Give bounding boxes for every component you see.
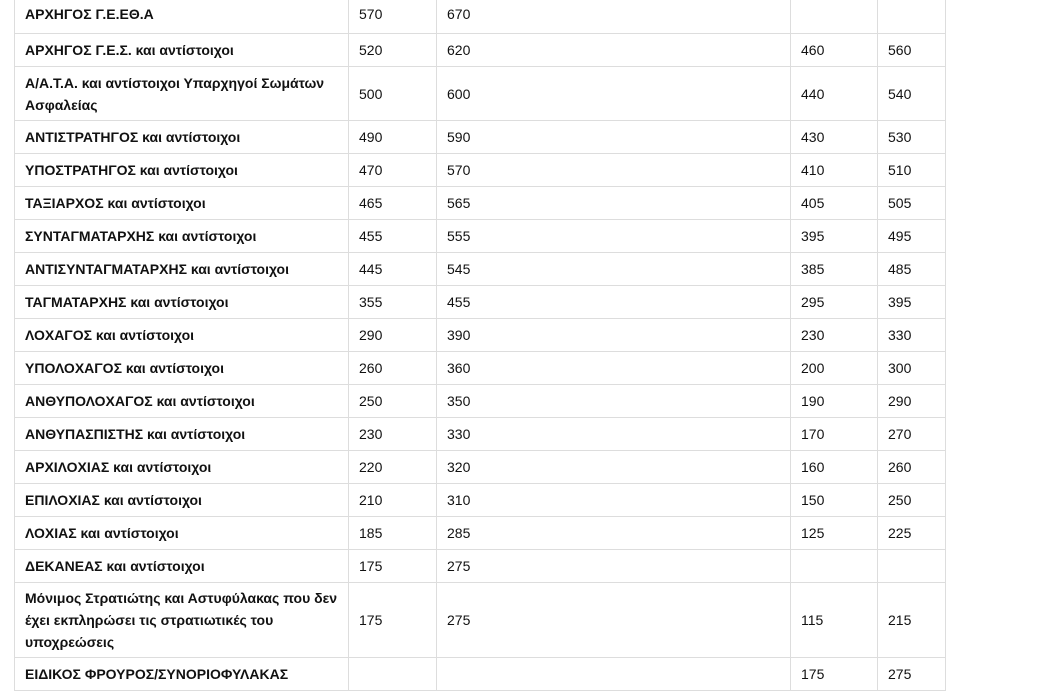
value-cell: 295 (791, 286, 878, 319)
value-cell (878, 0, 946, 34)
table-row (15, 418, 946, 451)
rank-cell: ΑΡΧΙΛΟΧΙΑΣ και αντίστοιχοι (15, 451, 349, 484)
table-row (15, 319, 946, 352)
value-cell: 455 (437, 286, 791, 319)
rank-cell: ΑΝΘΥΠΟΛΟΧΑΓΟΣ και αντίστοιχοι (15, 385, 349, 418)
value-cell: 355 (349, 286, 437, 319)
value-cell: 300 (878, 352, 946, 385)
value-cell: 490 (349, 121, 437, 154)
rank-cell: ΥΠΟΛΟΧΑΓΟΣ και αντίστοιχοι (15, 352, 349, 385)
value-cell: 250 (878, 484, 946, 517)
value-cell: 170 (791, 418, 878, 451)
value-cell: 560 (878, 34, 946, 67)
value-cell (437, 658, 791, 691)
value-cell: 565 (437, 187, 791, 220)
value-cell: 470 (349, 154, 437, 187)
rank-cell: ΤΑΞΙΑΡΧΟΣ και αντίστοιχοι (15, 187, 349, 220)
value-cell: 360 (437, 352, 791, 385)
table-row (15, 121, 946, 154)
rank-cell: ΑΝΤΙΣΤΡΑΤΗΓΟΣ και αντίστοιχοι (15, 121, 349, 154)
value-cell: 440 (791, 67, 878, 121)
value-cell: 160 (791, 451, 878, 484)
table-row (15, 220, 946, 253)
table-row (15, 658, 946, 691)
value-cell: 275 (437, 583, 791, 658)
value-cell: 175 (349, 583, 437, 658)
value-cell: 430 (791, 121, 878, 154)
value-cell: 290 (349, 319, 437, 352)
rank-cell: ΑΡΧΗΓΟΣ Γ.Ε.Σ. και αντίστοιχοι (15, 34, 349, 67)
value-cell: 175 (791, 658, 878, 691)
value-cell: 510 (878, 154, 946, 187)
value-cell: 465 (349, 187, 437, 220)
value-cell: 385 (791, 253, 878, 286)
value-cell: 570 (349, 0, 437, 34)
value-cell: 260 (878, 451, 946, 484)
rank-cell: ΥΠΟΣΤΡΑΤΗΓΟΣ και αντίστοιχοι (15, 154, 349, 187)
rank-cell: Μόνιμος Στρατιώτης και Αστυφύλακας που δεν έχει εκπληρώσει τις στρατιωτικές του υποχρεώσεις (15, 583, 349, 658)
rank-cell: ΕΠΙΛΟΧΙΑΣ και αντίστοιχοι (15, 484, 349, 517)
table-row (15, 550, 946, 583)
value-cell: 125 (791, 517, 878, 550)
value-cell: 320 (437, 451, 791, 484)
value-cell: 600 (437, 67, 791, 121)
value-cell: 175 (349, 550, 437, 583)
rank-cell: ΑΡΧΗΓΟΣ Γ.Ε.ΕΘ.Α (15, 0, 349, 34)
value-cell: 485 (878, 253, 946, 286)
value-cell: 460 (791, 34, 878, 67)
value-cell: 275 (878, 658, 946, 691)
value-cell (791, 0, 878, 34)
value-cell: 395 (791, 220, 878, 253)
rank-cell: ΤΑΓΜΑΤΑΡΧΗΣ και αντίστοιχοι (15, 286, 349, 319)
pay-table-container (14, 0, 945, 691)
value-cell: 225 (878, 517, 946, 550)
value-cell: 670 (437, 0, 791, 34)
value-cell: 350 (437, 385, 791, 418)
value-cell: 500 (349, 67, 437, 121)
value-cell: 570 (437, 154, 791, 187)
value-cell: 620 (437, 34, 791, 67)
pay-table (14, 0, 946, 691)
table-row (15, 484, 946, 517)
value-cell: 275 (437, 550, 791, 583)
rank-cell: ΛΟΧΙΑΣ και αντίστοιχοι (15, 517, 349, 550)
table-row (15, 0, 946, 34)
table-row (15, 253, 946, 286)
table-row (15, 187, 946, 220)
value-cell (349, 658, 437, 691)
table-row (15, 154, 946, 187)
value-cell: 390 (437, 319, 791, 352)
value-cell: 215 (878, 583, 946, 658)
value-cell: 115 (791, 583, 878, 658)
table-row (15, 451, 946, 484)
value-cell: 230 (349, 418, 437, 451)
value-cell: 590 (437, 121, 791, 154)
value-cell: 250 (349, 385, 437, 418)
value-cell: 530 (878, 121, 946, 154)
value-cell (878, 550, 946, 583)
value-cell: 455 (349, 220, 437, 253)
value-cell: 220 (349, 451, 437, 484)
value-cell: 330 (437, 418, 791, 451)
rank-cell: ΑΝΘΥΠΑΣΠΙΣΤΗΣ και αντίστοιχοι (15, 418, 349, 451)
value-cell: 285 (437, 517, 791, 550)
value-cell: 150 (791, 484, 878, 517)
value-cell: 495 (878, 220, 946, 253)
rank-cell: ΑΝΤΙΣΥΝΤΑΓΜΑΤΑΡΧΗΣ και αντίστοιχοι (15, 253, 349, 286)
value-cell: 545 (437, 253, 791, 286)
rank-cell: ΕΙΔΙΚΟΣ ΦΡΟΥΡΟΣ/ΣΥΝΟΡΙΟΦΥΛΑΚΑΣ (15, 658, 349, 691)
value-cell: 260 (349, 352, 437, 385)
value-cell: 505 (878, 187, 946, 220)
value-cell: 270 (878, 418, 946, 451)
table-row (15, 67, 946, 121)
rank-cell: ΣΥΝΤΑΓΜΑΤΑΡΧΗΣ και αντίστοιχοι (15, 220, 349, 253)
table-row (15, 583, 946, 658)
value-cell (791, 550, 878, 583)
value-cell: 410 (791, 154, 878, 187)
rank-cell: ΔΕΚΑΝΕΑΣ και αντίστοιχοι (15, 550, 349, 583)
value-cell: 520 (349, 34, 437, 67)
value-cell: 210 (349, 484, 437, 517)
table-row (15, 34, 946, 67)
value-cell: 445 (349, 253, 437, 286)
value-cell: 230 (791, 319, 878, 352)
value-cell: 395 (878, 286, 946, 319)
table-row (15, 517, 946, 550)
rank-cell: ΛΟΧΑΓΟΣ και αντίστοιχοι (15, 319, 349, 352)
rank-cell: Α/Α.Τ.Α. και αντίστοιχοι Υπαρχηγοί Σωμάτων Ασφαλείας (15, 67, 349, 121)
table-row (15, 352, 946, 385)
value-cell: 290 (878, 385, 946, 418)
value-cell: 555 (437, 220, 791, 253)
value-cell: 185 (349, 517, 437, 550)
table-row (15, 286, 946, 319)
value-cell: 540 (878, 67, 946, 121)
table-row (15, 385, 946, 418)
value-cell: 405 (791, 187, 878, 220)
value-cell: 310 (437, 484, 791, 517)
value-cell: 200 (791, 352, 878, 385)
value-cell: 330 (878, 319, 946, 352)
value-cell: 190 (791, 385, 878, 418)
